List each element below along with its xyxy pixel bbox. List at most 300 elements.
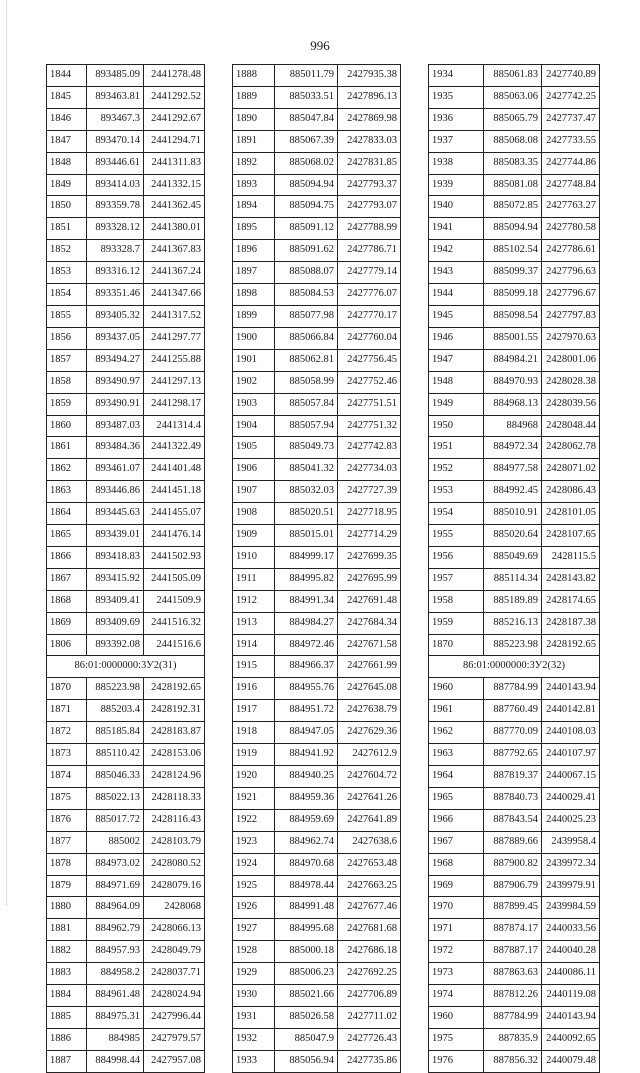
point-number: 1909 — [233, 525, 275, 547]
y-coordinate: 2428116.43 — [144, 809, 205, 831]
x-coordinate: 884957.93 — [87, 941, 144, 963]
point-number: 1873 — [47, 744, 87, 766]
table-row — [47, 481, 205, 503]
table-row — [429, 546, 600, 568]
y-coordinate: 2427714.29 — [338, 525, 401, 547]
table-row — [47, 831, 205, 853]
point-number: 1852 — [47, 240, 87, 262]
x-coordinate: 884958.2 — [87, 963, 144, 985]
table-row — [47, 568, 205, 590]
point-number: 1917 — [233, 700, 275, 722]
x-coordinate: 885049.69 — [484, 546, 542, 568]
point-number: 1898 — [233, 284, 275, 306]
table-row — [233, 503, 401, 525]
y-coordinate: 2427760.04 — [338, 327, 401, 349]
x-coordinate: 885063.06 — [484, 86, 542, 108]
x-coordinate: 884984.21 — [484, 349, 542, 371]
table-row — [233, 65, 401, 87]
x-coordinate: 887887.17 — [484, 941, 542, 963]
y-coordinate: 2441322.49 — [144, 437, 205, 459]
table-row — [47, 766, 205, 788]
y-coordinate: 2440119.08 — [542, 985, 600, 1007]
y-coordinate: 2427752.46 — [338, 371, 401, 393]
table-row — [429, 305, 600, 327]
point-number: 1900 — [233, 327, 275, 349]
x-coordinate: 885011.79 — [275, 65, 338, 87]
parcel-id: 86:01:0000000:3У2(31) — [47, 656, 205, 678]
x-coordinate: 893446.86 — [87, 481, 144, 503]
table-row — [233, 196, 401, 218]
x-coordinate: 885022.13 — [87, 787, 144, 809]
parcel-header-row — [47, 656, 205, 678]
point-number: 1850 — [47, 196, 87, 218]
x-coordinate: 887856.32 — [484, 1050, 542, 1072]
point-number: 1974 — [429, 985, 484, 1007]
y-coordinate: 2427638.6 — [338, 831, 401, 853]
x-coordinate: 885032.03 — [275, 481, 338, 503]
y-coordinate: 2428103.79 — [144, 831, 205, 853]
point-number: 1975 — [429, 1028, 484, 1050]
y-coordinate: 2441451.18 — [144, 481, 205, 503]
table-row — [47, 327, 205, 349]
table-row — [233, 809, 401, 831]
x-coordinate: 884955.76 — [275, 678, 338, 700]
table-row — [47, 919, 205, 941]
y-coordinate: 2428192.65 — [542, 634, 600, 656]
x-coordinate: 884985 — [87, 1028, 144, 1050]
x-coordinate: 885098.54 — [484, 305, 542, 327]
y-coordinate: 2441516.6 — [144, 634, 205, 656]
y-coordinate: 2427645.08 — [338, 678, 401, 700]
y-coordinate: 2441401.48 — [144, 459, 205, 481]
point-number: 1867 — [47, 568, 87, 590]
table-row — [233, 875, 401, 897]
x-coordinate: 884992.45 — [484, 481, 542, 503]
table-row — [47, 985, 205, 1007]
point-number: 1946 — [429, 327, 484, 349]
y-coordinate: 2427770.17 — [338, 305, 401, 327]
y-coordinate: 2427699.35 — [338, 546, 401, 568]
point-number: 1932 — [233, 1028, 275, 1050]
table-row — [429, 108, 600, 130]
x-coordinate: 885046.33 — [87, 766, 144, 788]
y-coordinate: 2441332.15 — [144, 174, 205, 196]
y-coordinate: 2427793.07 — [338, 196, 401, 218]
x-coordinate: 885094.94 — [484, 218, 542, 240]
table-row — [233, 284, 401, 306]
table-row — [47, 174, 205, 196]
y-coordinate: 2428107.65 — [542, 525, 600, 547]
y-coordinate: 2428028.38 — [542, 371, 600, 393]
x-coordinate: 893351.46 — [87, 284, 144, 306]
table-row — [429, 985, 600, 1007]
x-coordinate: 885068.08 — [484, 130, 542, 152]
point-number: 1861 — [47, 437, 87, 459]
point-number: 1919 — [233, 744, 275, 766]
point-number: 1934 — [429, 65, 484, 87]
table-row — [47, 809, 205, 831]
y-coordinate: 2427786.71 — [338, 240, 401, 262]
point-number: 1964 — [429, 766, 484, 788]
table-row — [429, 86, 600, 108]
point-number: 1908 — [233, 503, 275, 525]
page-number: 996 — [310, 38, 330, 53]
y-coordinate: 2427638.79 — [338, 700, 401, 722]
x-coordinate: 885114.34 — [484, 568, 542, 590]
table-row — [429, 722, 600, 744]
table-row — [429, 130, 600, 152]
y-coordinate: 2440108.03 — [542, 722, 600, 744]
x-coordinate: 885094.94 — [275, 174, 338, 196]
table-row — [429, 284, 600, 306]
point-number: 1938 — [429, 152, 484, 174]
table-row — [47, 1006, 205, 1028]
x-coordinate: 885216.13 — [484, 612, 542, 634]
y-coordinate: 2428001.06 — [542, 349, 600, 371]
y-coordinate: 2427869.98 — [338, 108, 401, 130]
table-row — [429, 459, 600, 481]
table-row — [47, 371, 205, 393]
table-row — [47, 678, 205, 700]
point-number: 1960 — [429, 1006, 484, 1028]
point-number: 1870 — [429, 634, 484, 656]
table-row — [429, 634, 600, 656]
y-coordinate: 2427641.89 — [338, 809, 401, 831]
x-coordinate: 893487.03 — [87, 415, 144, 437]
point-number: 1963 — [429, 744, 484, 766]
table-row — [47, 525, 205, 547]
point-number: 1930 — [233, 985, 275, 1007]
y-coordinate: 2427612.9 — [338, 744, 401, 766]
x-coordinate: 893359.78 — [87, 196, 144, 218]
table-row — [47, 1050, 205, 1072]
y-coordinate: 2427742.83 — [338, 437, 401, 459]
table-row — [47, 1028, 205, 1050]
x-coordinate: 885189.89 — [484, 590, 542, 612]
point-number: 1806 — [47, 634, 87, 656]
page-edge-scan-dots — [6, 0, 7, 905]
point-number: 1949 — [429, 393, 484, 415]
y-coordinate: 2427748.84 — [542, 174, 600, 196]
x-coordinate: 884970.93 — [484, 371, 542, 393]
y-coordinate: 2441516.32 — [144, 612, 205, 634]
x-coordinate: 885110.42 — [87, 744, 144, 766]
x-coordinate: 893494.27 — [87, 349, 144, 371]
point-number: 1907 — [233, 481, 275, 503]
table-row — [429, 371, 600, 393]
point-number: 1901 — [233, 349, 275, 371]
point-number: 1931 — [233, 1006, 275, 1028]
x-coordinate: 893409.41 — [87, 590, 144, 612]
point-number: 1944 — [429, 284, 484, 306]
table-row — [47, 503, 205, 525]
point-number: 1888 — [233, 65, 275, 87]
x-coordinate: 893328.12 — [87, 218, 144, 240]
table-row — [47, 787, 205, 809]
y-coordinate: 2428192.65 — [144, 678, 205, 700]
table-row — [429, 437, 600, 459]
y-coordinate: 2441455.07 — [144, 503, 205, 525]
x-coordinate: 884959.69 — [275, 809, 338, 831]
table-row — [233, 590, 401, 612]
x-coordinate: 885020.64 — [484, 525, 542, 547]
point-number: 1894 — [233, 196, 275, 218]
table-row — [47, 590, 205, 612]
x-coordinate: 885094.75 — [275, 196, 338, 218]
table-row — [47, 941, 205, 963]
y-coordinate: 2440143.94 — [542, 1006, 600, 1028]
table-row — [429, 766, 600, 788]
x-coordinate: 885223.98 — [87, 678, 144, 700]
x-coordinate: 885091.62 — [275, 240, 338, 262]
table-row — [429, 262, 600, 284]
y-coordinate: 2427740.89 — [542, 65, 600, 87]
x-coordinate: 885002 — [87, 831, 144, 853]
point-number: 1844 — [47, 65, 87, 87]
x-coordinate: 884991.34 — [275, 590, 338, 612]
table-row — [233, 152, 401, 174]
x-coordinate: 885223.98 — [484, 634, 542, 656]
point-number: 1955 — [429, 525, 484, 547]
table-row — [47, 393, 205, 415]
x-coordinate: 885099.18 — [484, 284, 542, 306]
table-row — [429, 963, 600, 985]
x-coordinate: 884968 — [484, 415, 542, 437]
y-coordinate: 2441298.17 — [144, 393, 205, 415]
point-number: 1882 — [47, 941, 87, 963]
y-coordinate: 2441294.71 — [144, 130, 205, 152]
y-coordinate: 2441347.66 — [144, 284, 205, 306]
table-row — [233, 831, 401, 853]
y-coordinate: 2441314.4 — [144, 415, 205, 437]
y-coordinate: 2428062.78 — [542, 437, 600, 459]
x-coordinate: 885057.94 — [275, 415, 338, 437]
y-coordinate: 2428066.13 — [144, 919, 205, 941]
x-coordinate: 885088.07 — [275, 262, 338, 284]
y-coordinate: 2427935.38 — [338, 65, 401, 87]
x-coordinate: 887863.63 — [484, 963, 542, 985]
y-coordinate: 2427718.95 — [338, 503, 401, 525]
y-coordinate: 2428192.31 — [144, 700, 205, 722]
point-number: 1943 — [429, 262, 484, 284]
point-number: 1942 — [429, 240, 484, 262]
y-coordinate: 2428079.16 — [144, 875, 205, 897]
coordinates-table-left — [46, 64, 205, 1073]
x-coordinate: 887906.79 — [484, 875, 542, 897]
x-coordinate: 884978.44 — [275, 875, 338, 897]
y-coordinate: 2428039.56 — [542, 393, 600, 415]
point-number: 1851 — [47, 218, 87, 240]
table-row — [233, 130, 401, 152]
x-coordinate: 893392.08 — [87, 634, 144, 656]
point-number: 1935 — [429, 86, 484, 108]
table-row — [429, 503, 600, 525]
table-row — [47, 240, 205, 262]
y-coordinate: 2440033.56 — [542, 919, 600, 941]
point-number: 1948 — [429, 371, 484, 393]
point-number: 1910 — [233, 546, 275, 568]
y-coordinate: 2440040.28 — [542, 941, 600, 963]
y-coordinate: 2428124.96 — [144, 766, 205, 788]
table-row — [47, 437, 205, 459]
point-number: 1915 — [233, 656, 275, 678]
point-number: 1950 — [429, 415, 484, 437]
y-coordinate: 2439979.91 — [542, 875, 600, 897]
table-row — [233, 1028, 401, 1050]
y-coordinate: 2427744.86 — [542, 152, 600, 174]
point-number: 1918 — [233, 722, 275, 744]
point-number: 1904 — [233, 415, 275, 437]
point-number: 1958 — [429, 590, 484, 612]
point-number: 1881 — [47, 919, 87, 941]
x-coordinate: 884962.74 — [275, 831, 338, 853]
table-row — [233, 546, 401, 568]
point-number: 1885 — [47, 1006, 87, 1028]
point-number: 1914 — [233, 634, 275, 656]
y-coordinate: 2428115.5 — [542, 546, 600, 568]
y-coordinate: 2428174.65 — [542, 590, 600, 612]
x-coordinate: 885017.72 — [87, 809, 144, 831]
x-coordinate: 885047.9 — [275, 1028, 338, 1050]
point-number: 1875 — [47, 787, 87, 809]
y-coordinate: 2440092.65 — [542, 1028, 600, 1050]
table-row — [429, 415, 600, 437]
table-row — [233, 240, 401, 262]
x-coordinate: 884973.02 — [87, 853, 144, 875]
table-row — [47, 284, 205, 306]
x-coordinate: 887835.9 — [484, 1028, 542, 1050]
point-number: 1890 — [233, 108, 275, 130]
y-coordinate: 2441292.52 — [144, 86, 205, 108]
point-number: 1939 — [429, 174, 484, 196]
y-coordinate: 2441255.88 — [144, 349, 205, 371]
table-row — [47, 612, 205, 634]
x-coordinate: 885033.51 — [275, 86, 338, 108]
point-number: 1846 — [47, 108, 87, 130]
point-number: 1936 — [429, 108, 484, 130]
x-coordinate: 893446.61 — [87, 152, 144, 174]
point-number: 1940 — [429, 196, 484, 218]
point-number: 1854 — [47, 284, 87, 306]
point-number: 1869 — [47, 612, 87, 634]
table-row — [233, 415, 401, 437]
y-coordinate: 2428086.43 — [542, 481, 600, 503]
y-coordinate: 2441476.14 — [144, 525, 205, 547]
table-row — [47, 722, 205, 744]
x-coordinate: 893409.69 — [87, 612, 144, 634]
x-coordinate: 893415.92 — [87, 568, 144, 590]
y-coordinate: 2441367.83 — [144, 240, 205, 262]
table-row — [233, 853, 401, 875]
point-number: 1912 — [233, 590, 275, 612]
y-coordinate: 2427763.27 — [542, 196, 600, 218]
x-coordinate: 893328.7 — [87, 240, 144, 262]
y-coordinate: 2427677.46 — [338, 897, 401, 919]
table-row — [47, 459, 205, 481]
point-number: 1857 — [47, 349, 87, 371]
table-row — [233, 327, 401, 349]
table-row — [233, 744, 401, 766]
table-row — [233, 262, 401, 284]
coordinates-table-right — [428, 64, 600, 1073]
x-coordinate: 887843.54 — [484, 809, 542, 831]
table-row — [47, 86, 205, 108]
table-row — [429, 349, 600, 371]
table-row — [47, 546, 205, 568]
x-coordinate: 885056.94 — [275, 1050, 338, 1072]
x-coordinate: 885010.91 — [484, 503, 542, 525]
y-coordinate: 2441317.52 — [144, 305, 205, 327]
table-row — [233, 174, 401, 196]
table-row — [429, 919, 600, 941]
y-coordinate: 2427727.39 — [338, 481, 401, 503]
y-coordinate: 2427957.08 — [144, 1050, 205, 1072]
table-row — [47, 897, 205, 919]
x-coordinate: 887784.99 — [484, 1006, 542, 1028]
y-coordinate: 2427797.83 — [542, 305, 600, 327]
x-coordinate: 884977.58 — [484, 459, 542, 481]
x-coordinate: 884968.13 — [484, 393, 542, 415]
table-row — [233, 919, 401, 941]
point-number: 1845 — [47, 86, 87, 108]
y-coordinate: 2428049.79 — [144, 941, 205, 963]
point-number: 1969 — [429, 875, 484, 897]
y-coordinate: 2427796.63 — [542, 262, 600, 284]
x-coordinate: 893316.12 — [87, 262, 144, 284]
table-row — [47, 152, 205, 174]
y-coordinate: 2427692.25 — [338, 963, 401, 985]
y-coordinate: 2427793.37 — [338, 174, 401, 196]
point-number: 1892 — [233, 152, 275, 174]
point-number: 1899 — [233, 305, 275, 327]
point-number: 1973 — [429, 963, 484, 985]
x-coordinate: 884964.09 — [87, 897, 144, 919]
x-coordinate: 885001.55 — [484, 327, 542, 349]
point-number: 1951 — [429, 437, 484, 459]
point-number: 1947 — [429, 349, 484, 371]
x-coordinate: 884999.17 — [275, 546, 338, 568]
x-coordinate: 887812.26 — [484, 985, 542, 1007]
point-number: 1929 — [233, 963, 275, 985]
point-number: 1884 — [47, 985, 87, 1007]
x-coordinate: 887770.09 — [484, 722, 542, 744]
y-coordinate: 2427776.07 — [338, 284, 401, 306]
point-number: 1957 — [429, 568, 484, 590]
y-coordinate: 2427751.51 — [338, 393, 401, 415]
y-coordinate: 2427742.25 — [542, 86, 600, 108]
point-number: 1849 — [47, 174, 87, 196]
point-number: 1874 — [47, 766, 87, 788]
y-coordinate: 2428143.82 — [542, 568, 600, 590]
table-row — [233, 437, 401, 459]
y-coordinate: 2441502.93 — [144, 546, 205, 568]
point-number: 1858 — [47, 371, 87, 393]
x-coordinate: 893445.63 — [87, 503, 144, 525]
x-coordinate: 884972.46 — [275, 634, 338, 656]
table-row — [233, 218, 401, 240]
table-row — [429, 568, 600, 590]
y-coordinate: 2427695.99 — [338, 568, 401, 590]
table-row — [233, 108, 401, 130]
x-coordinate: 885057.84 — [275, 393, 338, 415]
x-coordinate: 885099.37 — [484, 262, 542, 284]
x-coordinate: 884961.48 — [87, 985, 144, 1007]
y-coordinate: 2428183.87 — [144, 722, 205, 744]
point-number: 1856 — [47, 327, 87, 349]
point-number: 1916 — [233, 678, 275, 700]
table-row — [233, 612, 401, 634]
y-coordinate: 2427831.85 — [338, 152, 401, 174]
